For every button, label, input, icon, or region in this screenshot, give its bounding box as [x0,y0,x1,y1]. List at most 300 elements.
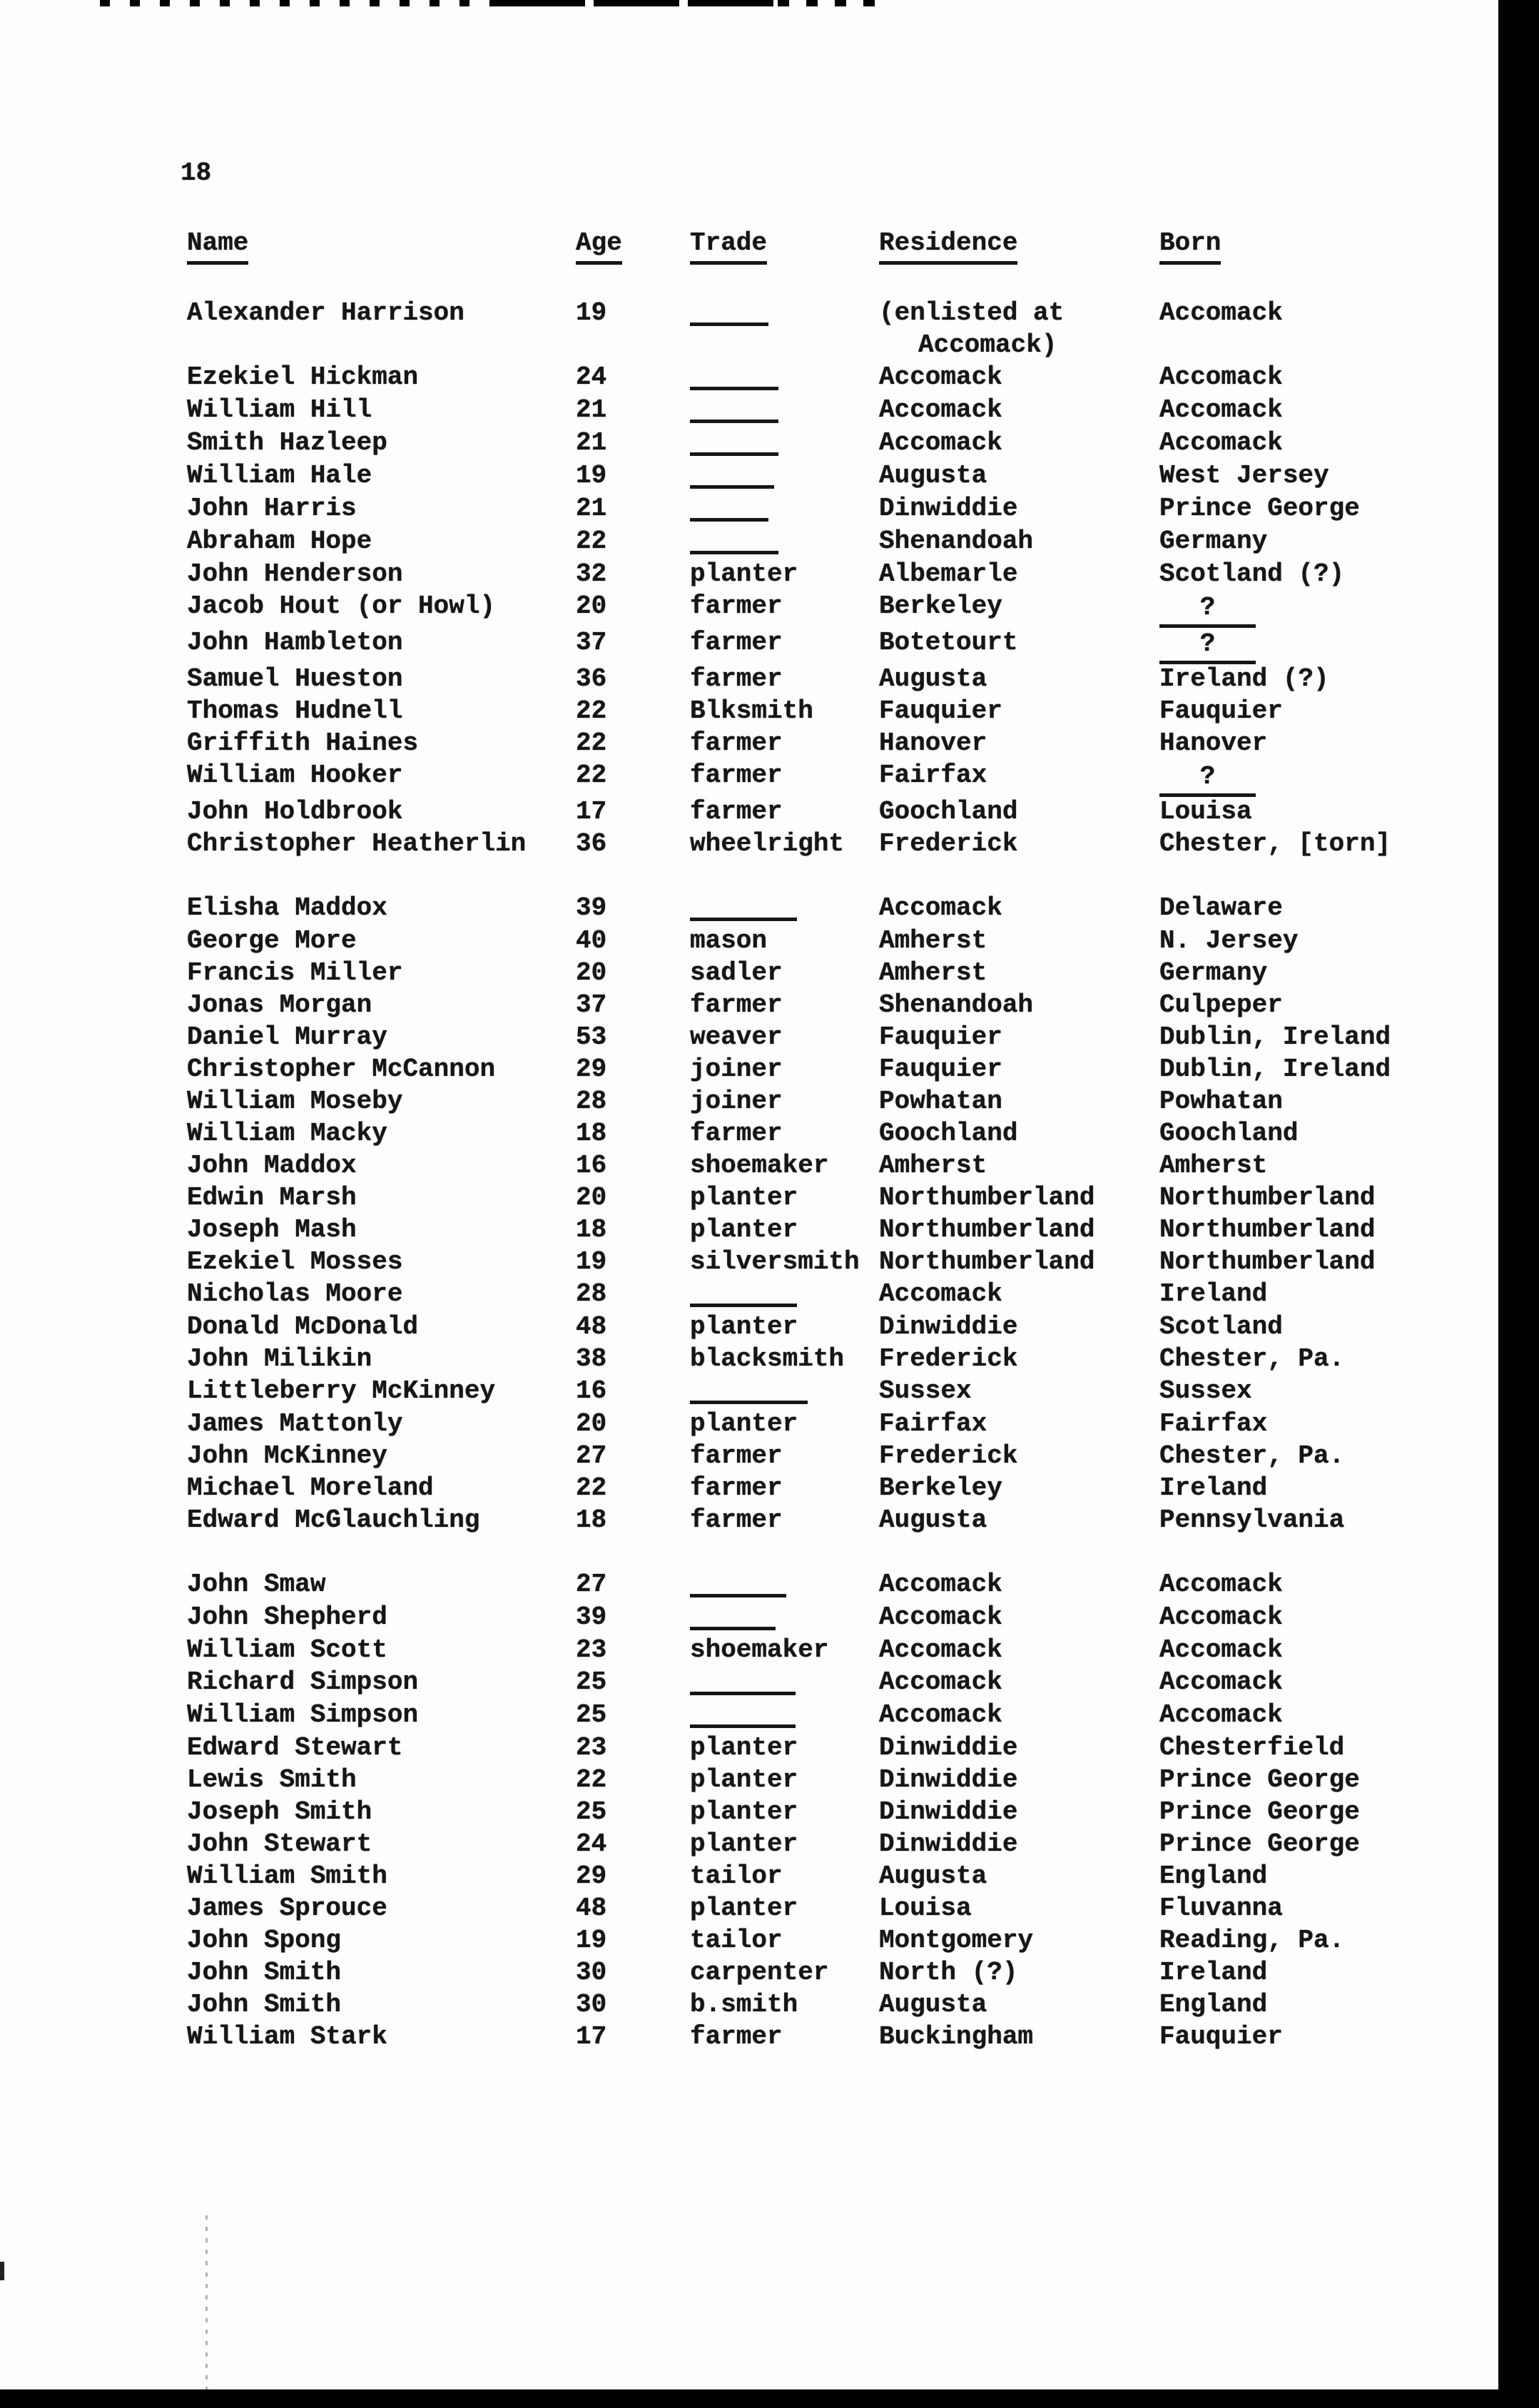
table-row [187,394,1498,427]
cell-name: George More [187,926,357,955]
cell-name: Joseph Smith [187,1797,372,1827]
cell-name: Lewis Smith [187,1765,357,1794]
cell-residence: Northumberland [879,1183,1095,1212]
cell-trade: planter [690,1797,798,1827]
table-row [187,1796,1498,1828]
cell-trade: tailor [690,1861,783,1891]
cell-trade: b.smith [690,1990,798,2019]
cell-age: 19 [576,298,607,327]
table-row [187,590,1498,626]
blank-trade-line [690,465,774,489]
cell-born: N. Jersey [1159,926,1299,955]
cell-trade: shoemaker [690,1635,829,1665]
cell-trade: tailor [690,1926,783,1955]
cell-born [1159,759,1498,796]
cell-name: John Shepherd [187,1602,387,1632]
table-row [187,1343,1498,1375]
cell-trade: planter [690,1409,798,1438]
residence-second-line: Accomack) [918,330,1057,360]
cell-age: 30 [576,1958,607,1987]
cell-name: Edward Stewart [187,1733,403,1762]
cell-residence: Accomack [879,1667,1002,1697]
cell-trade: planter [690,1215,798,1244]
unknown-born-mark: ? [1159,761,1256,797]
cell-age: 36 [576,664,607,694]
cell-residence: Berkeley [879,591,1002,621]
cell-trade: farmer [690,797,783,826]
cell-residence: Fauquier [879,1022,1002,1052]
cell-residence: Augusta [879,461,987,490]
cell-name: John Smaw [187,1570,326,1599]
cell-trade: mason [690,926,768,955]
cell-age: 22 [576,1765,607,1794]
table-row [187,1053,1498,1085]
cell-name: John Harris [187,494,357,523]
cell-born: Accomack [1159,1570,1283,1599]
cell-born: Louisa [1159,797,1252,826]
cell-trade: sadler [690,958,783,987]
cell-residence: Fairfax [879,1409,987,1438]
cell-residence: Amherst [879,1151,987,1180]
cell-residence: Amherst [879,926,987,955]
cell-age: 18 [576,1505,607,1535]
cell-name: Jonas Morgan [187,990,372,1020]
table-row [187,1246,1498,1278]
cell-born: Culpeper [1159,990,1283,1020]
cell-age: 20 [576,1409,607,1438]
cell-trade: silversmith [690,1247,860,1276]
cell-age: 38 [576,1344,607,1373]
table-row [187,1021,1498,1053]
table-row [187,361,1498,394]
table-row [187,1214,1498,1246]
table-row [187,1956,1498,1988]
cell-trade [690,525,879,558]
table-row [187,1311,1498,1343]
table-row [187,695,1498,727]
cell-trade: shoemaker [690,1151,829,1180]
table-row [187,1440,1498,1472]
table-row [187,1568,1498,1601]
cell-residence: Accomack [879,1635,1002,1665]
cell-age: 16 [576,1151,607,1180]
cell-trade: farmer [690,1441,783,1470]
cell-residence: Accomack [879,1570,1002,1599]
cell-trade: weaver [690,1022,783,1052]
cell-born: Fauquier [1159,2022,1283,2051]
cell-born: Prince George [1159,1829,1360,1859]
cell-name: Richard Simpson [187,1667,419,1697]
table-row [187,626,1498,663]
cell-trade: planter [690,1312,798,1341]
cell-born: Chester, Pa. [1159,1344,1345,1373]
cell-born: Chester, [torn] [1159,829,1391,858]
cell-name: John McKinney [187,1441,387,1470]
cell-born: Prince George [1159,494,1360,523]
cell-age: 22 [576,696,607,726]
table-row [187,1182,1498,1214]
cell-name: William Moseby [187,1087,403,1116]
cell-trade [690,1601,879,1634]
cell-age: 23 [576,1733,607,1762]
cell-age: 32 [576,559,607,589]
cell-residence: Augusta [879,1990,987,2019]
cell-residence: Hanover [879,728,987,758]
cell-age: 22 [576,527,607,556]
cell-trade [690,1278,879,1311]
cell-residence: Amherst [879,958,987,987]
cell-residence: Accomack [879,1602,1002,1632]
table-row [187,1666,1498,1699]
table-row [187,1504,1498,1536]
cell-name: John Smith [187,1958,342,1987]
cell-name: William Stark [187,2022,387,2051]
table-row [187,1278,1498,1311]
row-group [187,892,1498,1536]
cell-trade [690,1568,879,1601]
cell-residence: Accomack [879,362,1002,392]
blank-trade-line [690,1381,808,1404]
table-row [187,492,1498,525]
cell-residence: Augusta [879,1861,987,1891]
cell-born: Ireland [1159,1958,1268,1987]
cell-trade: farmer [690,728,783,758]
cell-name: William Smith [187,1861,387,1891]
cell-age: 39 [576,893,607,923]
cell-born: Chesterfield [1159,1733,1345,1762]
cell-age: 37 [576,990,607,1020]
cell-born: Accomack [1159,1667,1283,1697]
blank-trade-line [690,432,778,456]
cell-born: Northumberland [1159,1183,1376,1212]
cell-residence: Dinwiddie [879,1312,1018,1341]
cell-age: 25 [576,1700,607,1729]
cell-name: William Hill [187,395,372,425]
cell-name: Samuel Hueston [187,664,403,694]
cell-trade: farmer [690,2022,783,2051]
unknown-born-mark: ? [1159,591,1256,628]
cell-residence: Botetourt [879,628,1018,657]
table-row [187,297,1498,361]
table-row [187,1699,1498,1732]
cell-age: 21 [576,428,607,457]
page-number: 18 [181,158,212,188]
cell-residence: Albemarle [879,559,1018,589]
table-row [187,558,1498,590]
cell-name: Jacob Hout (or Howl) [187,591,496,621]
cell-name: John Smith [187,1990,342,2019]
table-row [187,663,1498,695]
cell-born: Germany [1159,958,1268,987]
cell-residence: Frederick [879,829,1018,858]
cell-name: John Hambleton [187,628,403,657]
cell-residence: Fairfax [879,761,987,790]
muster-roll-table [187,227,1498,2053]
cell-residence: Berkeley [879,1473,1002,1503]
cell-trade: farmer [690,1119,783,1148]
cell-name: Michael Moreland [187,1473,434,1503]
cell-trade [690,297,879,330]
cell-name: Ezekiel Hickman [187,362,419,392]
table-row [187,727,1498,759]
cell-trade [690,1699,879,1732]
cell-age: 20 [576,591,607,621]
table-row [187,1601,1498,1634]
cell-age: 17 [576,2022,607,2051]
cell-born: Amherst [1159,1151,1268,1180]
cell-residence: Northumberland [879,1215,1095,1244]
cell-trade: planter [690,1894,798,1923]
cell-name: Thomas Hudnell [187,696,403,726]
cell-age: 22 [576,761,607,790]
cell-age: 29 [576,1861,607,1891]
blank-trade-line [690,898,797,921]
cell-trade: planter [690,1733,798,1762]
table-row [187,1892,1498,1924]
header-name: Name [187,227,576,265]
cell-trade: planter [690,1765,798,1794]
cell-residence: Frederick [879,1344,1018,1373]
cell-residence: Accomack [879,1700,1002,1729]
table-row [187,892,1498,925]
table-row [187,1764,1498,1796]
cell-age: 19 [576,1247,607,1276]
cell-name: John Stewart [187,1829,372,1859]
table-body [187,297,1498,2053]
cell-age: 24 [576,1829,607,1859]
scan-artifact-left-notch [0,2262,4,2280]
cell-born: Dublin, Ireland [1159,1055,1391,1084]
cell-name: Christopher Heatherlin [187,829,527,858]
cell-trade: Blksmith [690,696,813,726]
cell-age: 25 [576,1797,607,1827]
cell-name: Donald McDonald [187,1312,419,1341]
cell-name: Francis Miller [187,958,403,987]
cell-age: 39 [576,1602,607,1632]
cell-trade: planter [690,559,798,589]
cell-trade: wheelright [690,829,845,858]
scan-artifact-right-edge [1498,0,1539,2408]
cell-name: John Maddox [187,1151,357,1180]
cell-born: Accomack [1159,1602,1283,1632]
table-row [187,1860,1498,1892]
cell-born: Scotland [1159,1312,1283,1341]
cell-born: Fauquier [1159,696,1283,726]
blank-trade-line [690,367,778,390]
cell-name: Ezekiel Mosses [187,1247,403,1276]
cell-name: Elisha Maddox [187,893,387,923]
table-row [187,2021,1498,2053]
cell-born: England [1159,1990,1268,2019]
cell-name: Alexander Harrison [187,298,464,327]
table-row [187,828,1498,860]
table-row [187,957,1498,989]
cell-residence: Augusta [879,664,987,694]
cell-trade: farmer [690,761,783,790]
cell-age: 23 [576,1635,607,1665]
cell-residence: Goochland [879,1119,1018,1148]
cell-name: William Simpson [187,1700,419,1729]
cell-name: Nicholas Moore [187,1279,403,1309]
cell-born: Ireland [1159,1473,1268,1503]
cell-born: Pennsylvania [1159,1505,1345,1535]
cell-residence: Montgomery [879,1926,1034,1955]
table-row [187,796,1498,828]
cell-trade: farmer [690,628,783,657]
cell-residence: North (?) [879,1958,1018,1987]
cell-born: Powhatan [1159,1087,1283,1116]
cell-born: Northumberland [1159,1247,1376,1276]
scan-artifact-top-dashes-right [778,0,878,6]
cell-born: Prince George [1159,1765,1360,1794]
cell-residence: Buckingham [879,2022,1034,2051]
table-row [187,525,1498,558]
cell-name: James Mattonly [187,1409,403,1438]
cell-name: Daniel Murray [187,1022,387,1052]
cell-age: 18 [576,1215,607,1244]
blank-trade-line [690,1574,786,1597]
cell-trade [690,1375,879,1408]
table-header-row [187,227,1498,265]
cell-residence: Frederick [879,1441,1018,1470]
unknown-born-mark: ? [1159,628,1256,664]
table-row [187,759,1498,796]
blank-trade-line [690,1705,796,1728]
cell-born: Ireland [1159,1279,1268,1309]
cell-born: Accomack [1159,1700,1283,1729]
cell-residence: Fauquier [879,1055,1002,1084]
cell-age: 48 [576,1312,607,1341]
cell-age: 22 [576,728,607,758]
cell-trade: carpenter [690,1958,829,1987]
table-row [187,459,1498,492]
blank-trade-line [690,1607,776,1630]
cell-residence: Accomack [879,428,1002,457]
scan-artifact-top-dashes-left [100,0,499,6]
scan-artifact-bottom-edge [0,2389,1539,2408]
blank-trade-line [690,400,778,423]
cell-residence: Northumberland [879,1247,1095,1276]
cell-residence: Dinwiddie [879,494,1018,523]
blank-trade-line [690,1284,797,1307]
cell-trade: farmer [690,1505,783,1535]
cell-name: Edwin Marsh [187,1183,357,1212]
header-born: Born [1159,227,1498,265]
table-row [187,1988,1498,2021]
table-row [187,1085,1498,1117]
cell-name: Littleberry McKinney [187,1376,496,1406]
cell-age: 28 [576,1279,607,1309]
table-row [187,1828,1498,1860]
row-group [187,297,1498,860]
cell-residence: Dinwiddie [879,1797,1018,1827]
cell-born: Germany [1159,527,1268,556]
cell-born: Ireland (?) [1159,664,1329,694]
cell-residence: Powhatan [879,1087,1002,1116]
cell-born: Dublin, Ireland [1159,1022,1391,1052]
table-row [187,1472,1498,1504]
cell-residence: Accomack [879,1279,1002,1309]
cell-residence: Fauquier [879,696,1002,726]
table-row [187,1117,1498,1149]
cell-trade [690,394,879,427]
cell-born: Accomack [1159,428,1283,457]
cell-name: John Henderson [187,559,403,589]
header-age: Age [576,227,690,265]
cell-age: 20 [576,958,607,987]
cell-age: 17 [576,797,607,826]
cell-born: Goochland [1159,1119,1299,1148]
cell-age: 48 [576,1894,607,1923]
table-row [187,989,1498,1021]
cell-residence: Dinwiddie [879,1829,1018,1859]
cell-name: John Milikin [187,1344,372,1373]
cell-age: 27 [576,1441,607,1470]
cell-born: West Jersey [1159,461,1329,490]
cell-trade [690,427,879,459]
cell-born [1159,626,1498,663]
cell-residence: Accomack [879,395,1002,425]
cell-born: Delaware [1159,893,1283,923]
cell-name: Abraham Hope [187,527,372,556]
table-row [187,1149,1498,1182]
cell-trade [690,892,879,925]
cell-name: Joseph Mash [187,1215,357,1244]
cell-trade [690,492,879,525]
blank-trade-line [690,531,778,554]
header-trade: Trade [690,227,879,265]
cell-residence: Dinwiddie [879,1733,1018,1762]
cell-trade: joiner [690,1087,783,1116]
cell-born: Fairfax [1159,1409,1268,1438]
table-row [187,1732,1498,1764]
cell-born: Fluvanna [1159,1894,1283,1923]
cell-born [1159,590,1498,626]
cell-trade: farmer [690,990,783,1020]
cell-name: John Holdbrook [187,797,403,826]
cell-residence: Shenandoah [879,527,1034,556]
cell-name: Smith Hazleep [187,428,387,457]
cell-trade: planter [690,1829,798,1859]
cell-residence: Shenandoah [879,990,1034,1020]
cell-name: William Scott [187,1635,387,1665]
cell-age: 53 [576,1022,607,1052]
cell-born: Northumberland [1159,1215,1376,1244]
cell-born: Accomack [1159,395,1283,425]
cell-name: Griffith Haines [187,728,419,758]
cell-trade [690,1666,879,1699]
cell-age: 18 [576,1119,607,1148]
cell-trade [690,459,879,492]
scan-artifact-top-solid [499,0,778,6]
header-residence: Residence [879,227,1159,265]
cell-trade: planter [690,1183,798,1212]
table-row [187,1924,1498,1956]
cell-name: William Hooker [187,761,403,790]
cell-name: William Hale [187,461,372,490]
cell-age: 37 [576,628,607,657]
cell-age: 21 [576,494,607,523]
blank-trade-line [690,1672,796,1695]
cell-age: 40 [576,926,607,955]
cell-born: Reading, Pa. [1159,1926,1345,1955]
cell-residence: Sussex [879,1376,972,1406]
blank-trade-line [690,498,768,522]
scan-artifact-dotted-line [205,2215,208,2389]
cell-residence: Accomack [879,893,1002,923]
table-row [187,925,1498,957]
cell-age: 16 [576,1376,607,1406]
